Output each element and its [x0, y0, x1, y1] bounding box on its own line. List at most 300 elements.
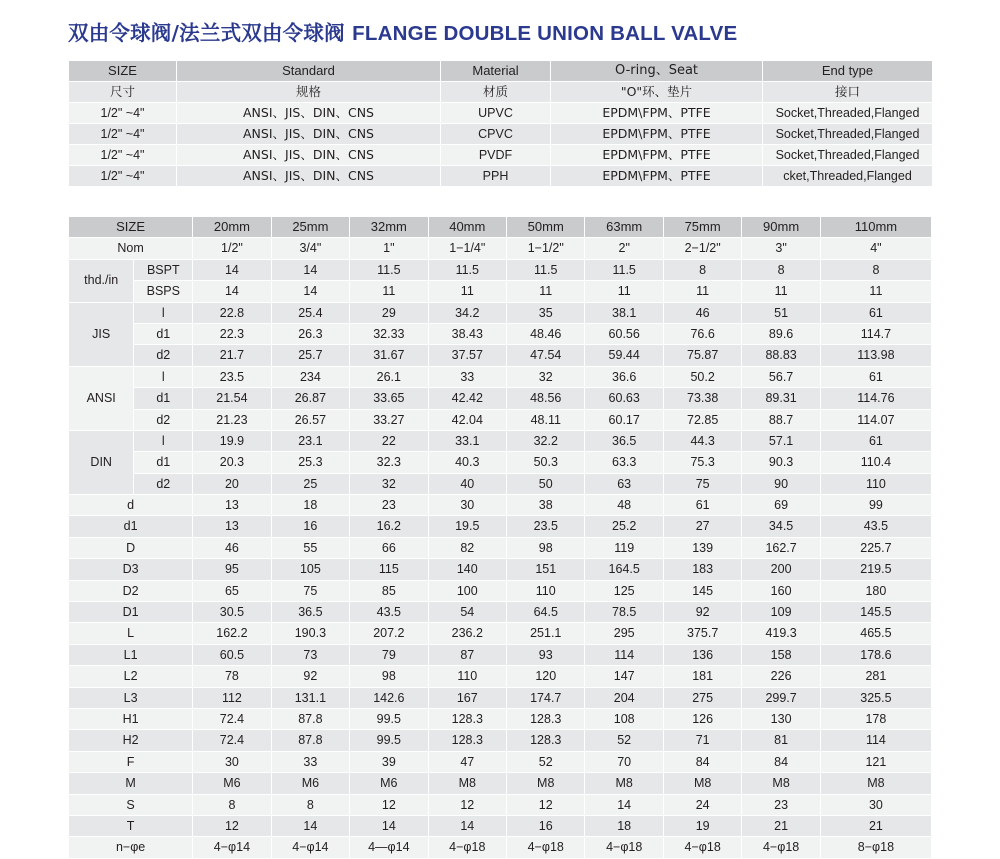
t2-cell: 32.33: [350, 323, 428, 344]
t2-cell: 3": [742, 238, 820, 259]
table-row: [69, 281, 932, 302]
t1-subheader-oring-seat: "O"环、垫片: [551, 82, 763, 103]
t2-cell: 16: [271, 516, 349, 537]
t2-cell: 12: [507, 794, 585, 815]
t2-header-col-1: 20mm: [193, 217, 271, 238]
t2-row-label: L3: [69, 687, 193, 708]
t2-header-col-5: 50mm: [507, 217, 585, 238]
t1-r3-oring: EPDM\FPM、PTFE: [551, 166, 763, 187]
t2-cell: 33: [428, 366, 506, 387]
t2-cell: 72.4: [193, 730, 271, 751]
t2-cell: 22.3: [193, 323, 271, 344]
t2-cell: 1/2": [193, 238, 271, 259]
t2-row-label: d: [69, 495, 193, 516]
t2-cell: 167: [428, 687, 506, 708]
t2-cell: 234: [271, 366, 349, 387]
t2-cell: 34.2: [428, 302, 506, 323]
t2-cell: 72.85: [663, 409, 741, 430]
t2-cell: M8: [663, 773, 741, 794]
t2-cell: M8: [428, 773, 506, 794]
t2-row-label: L2: [69, 666, 193, 687]
t2-cell: 48: [585, 495, 663, 516]
t2-cell: 89.6: [742, 323, 820, 344]
t2-cell: 23: [742, 794, 820, 815]
t2-cell: 14: [585, 794, 663, 815]
t2-cell: 51: [742, 302, 820, 323]
t2-cell: 23.1: [271, 430, 349, 451]
table-row: [69, 537, 932, 558]
t2-cell: 142.6: [350, 687, 428, 708]
t2-cell: 275: [663, 687, 741, 708]
t1-r1-size: 1/2" ~4": [69, 124, 177, 145]
t2-row-label: n−φe: [69, 837, 193, 858]
t2-cell: 200: [742, 559, 820, 580]
t2-cell: 79: [350, 644, 428, 665]
t2-cell: 16.2: [350, 516, 428, 537]
table-row: [69, 666, 932, 687]
t2-cell: 114: [585, 644, 663, 665]
t2-cell: 190.3: [271, 623, 349, 644]
t2-cell: 140: [428, 559, 506, 580]
t2-cell: 64.5: [507, 602, 585, 623]
table-row: [69, 580, 932, 601]
table-row: [69, 238, 932, 259]
table-row: [69, 103, 933, 124]
t2-cell: 126: [663, 708, 741, 729]
page-title: [68, 16, 737, 46]
t2-cell: 128.3: [428, 730, 506, 751]
t2-cell: 8−φ18: [820, 837, 931, 858]
t2-cell: 76.6: [663, 323, 741, 344]
t2-cell: 71: [663, 730, 741, 751]
t2-cell: 75.3: [663, 452, 741, 473]
t2-cell: 75.87: [663, 345, 741, 366]
t2-cell: 226: [742, 666, 820, 687]
t2-cell: 44.3: [663, 430, 741, 451]
t2-row-label: T: [69, 815, 193, 836]
t2-row-label: F: [69, 751, 193, 772]
t2-cell: 25.2: [585, 516, 663, 537]
t2-cell: 78.5: [585, 602, 663, 623]
t2-cell: 92: [663, 602, 741, 623]
t2-row-label: l: [134, 430, 193, 451]
t2-cell: 75: [271, 580, 349, 601]
t2-cell: 11.5: [507, 259, 585, 280]
t2-cell: 14: [271, 259, 349, 280]
t2-cell: 84: [663, 751, 741, 772]
table-row-header: [69, 217, 932, 238]
t2-row-label: BSPT: [134, 259, 193, 280]
table-row: [69, 473, 932, 494]
t1-header-material: Material: [441, 61, 551, 82]
t1-r0-oring: EPDM\FPM、PTFE: [551, 103, 763, 124]
t2-cell: 81: [742, 730, 820, 751]
t2-cell: 236.2: [428, 623, 506, 644]
t1-r0-endtype: Socket,Threaded,Flanged: [763, 103, 933, 124]
t2-cell: 178.6: [820, 644, 931, 665]
t2-row-label: D2: [69, 580, 193, 601]
t2-cell: 40: [428, 473, 506, 494]
t2-cell: 136: [663, 644, 741, 665]
t2-cell: 59.44: [585, 345, 663, 366]
t1-r2-standard: ANSI、JIS、DIN、CNS: [177, 145, 441, 166]
t2-cell: 26.57: [271, 409, 349, 430]
t2-cell: 16: [507, 815, 585, 836]
t2-cell: 119: [585, 537, 663, 558]
t2-cell: 11.5: [350, 259, 428, 280]
t2-group-din: DIN: [69, 430, 134, 494]
t2-cell: 63.3: [585, 452, 663, 473]
table-row: [69, 430, 932, 451]
t2-cell: 47.54: [507, 345, 585, 366]
t2-cell: 145: [663, 580, 741, 601]
t2-cell: 281: [820, 666, 931, 687]
t2-cell: 225.7: [820, 537, 931, 558]
t2-cell: 25.3: [271, 452, 349, 473]
t2-group-thdin: thd./in: [69, 259, 134, 302]
t2-cell: 66: [350, 537, 428, 558]
t2-cell: M6: [193, 773, 271, 794]
t2-cell: 32: [350, 473, 428, 494]
t2-cell: 4−φ14: [193, 837, 271, 858]
t2-cell: 299.7: [742, 687, 820, 708]
t2-row-label: H2: [69, 730, 193, 751]
table-row: [69, 259, 932, 280]
t2-cell: 48.46: [507, 323, 585, 344]
t2-cell: 110.4: [820, 452, 931, 473]
t2-row-label: l: [134, 302, 193, 323]
t2-row-label: d1: [134, 452, 193, 473]
t2-cell: 47: [428, 751, 506, 772]
t2-cell: 36.5: [585, 430, 663, 451]
t1-r0-material: UPVC: [441, 103, 551, 124]
t2-cell: 73.38: [663, 388, 741, 409]
t2-cell: 26.87: [271, 388, 349, 409]
table-row: [69, 837, 932, 858]
t2-row-label: D: [69, 537, 193, 558]
t2-cell: 48.11: [507, 409, 585, 430]
t2-cell: 204: [585, 687, 663, 708]
t2-cell: 20: [193, 473, 271, 494]
t2-cell: 14: [271, 815, 349, 836]
t2-cell: 112: [193, 687, 271, 708]
t2-cell: 33.1: [428, 430, 506, 451]
t2-cell: 29: [350, 302, 428, 323]
t2-cell: 33: [271, 751, 349, 772]
t2-cell: 158: [742, 644, 820, 665]
table-row: [69, 602, 932, 623]
t2-cell: 52: [585, 730, 663, 751]
table-row: [69, 559, 932, 580]
t2-cell: 46: [193, 537, 271, 558]
t2-cell: 11: [663, 281, 741, 302]
page-title-english: FLANGE DOUBLE UNION BALL VALVE: [352, 22, 738, 45]
t2-cell: 120: [507, 666, 585, 687]
t2-cell: 99.5: [350, 708, 428, 729]
t2-cell: 110: [820, 473, 931, 494]
t2-cell: 87.8: [271, 708, 349, 729]
t2-cell: 14: [428, 815, 506, 836]
t2-cell: 1−1/2": [507, 238, 585, 259]
t2-cell: 38.43: [428, 323, 506, 344]
t2-row-label: D3: [69, 559, 193, 580]
t2-cell: 128.3: [507, 730, 585, 751]
t2-cell: 219.5: [820, 559, 931, 580]
t2-cell: 32.2: [507, 430, 585, 451]
t2-cell: 375.7: [663, 623, 741, 644]
t2-group-jis: JIS: [69, 302, 134, 366]
t1-subheader-size: 尺寸: [69, 82, 177, 103]
t2-cell: 11: [585, 281, 663, 302]
t2-cell: 325.5: [820, 687, 931, 708]
t2-cell: 8: [271, 794, 349, 815]
t2-cell: 32.3: [350, 452, 428, 473]
table-row: [69, 751, 932, 772]
t2-cell: 65: [193, 580, 271, 601]
t2-cell: 93: [507, 644, 585, 665]
t2-cell: 69: [742, 495, 820, 516]
t2-cell: 61: [820, 366, 931, 387]
t2-cell: 30: [820, 794, 931, 815]
t2-cell: 23: [350, 495, 428, 516]
t2-cell: 61: [820, 430, 931, 451]
page-title-chinese: 双由令球阀/法兰式双由令球阀: [68, 21, 353, 45]
t1-r3-size: 1/2" ~4": [69, 166, 177, 187]
t2-cell: 92: [271, 666, 349, 687]
t2-cell: 30.5: [193, 602, 271, 623]
t2-cell: 87.8: [271, 730, 349, 751]
t2-cell: 60.56: [585, 323, 663, 344]
t2-cell: 26.3: [271, 323, 349, 344]
t2-cell: 40.3: [428, 452, 506, 473]
t2-cell: 50.2: [663, 366, 741, 387]
t2-cell: 87: [428, 644, 506, 665]
t2-cell: 11: [507, 281, 585, 302]
t2-cell: 61: [663, 495, 741, 516]
t2-cell: 25: [271, 473, 349, 494]
t2-cell: 207.2: [350, 623, 428, 644]
t1-r1-endtype: Socket,Threaded,Flanged: [763, 124, 933, 145]
t1-r2-size: 1/2" ~4": [69, 145, 177, 166]
t2-cell: 3/4": [271, 238, 349, 259]
t2-cell: 12: [428, 794, 506, 815]
t2-cell: 88.7: [742, 409, 820, 430]
t2-cell: 99: [820, 495, 931, 516]
t2-cell: 20.3: [193, 452, 271, 473]
t2-row-label: L: [69, 623, 193, 644]
table-row: [69, 124, 933, 145]
t2-cell: 8: [742, 259, 820, 280]
t2-row-label: d2: [134, 345, 193, 366]
t2-cell: 98: [350, 666, 428, 687]
table-row: [69, 708, 932, 729]
t2-cell: 90.3: [742, 452, 820, 473]
t2-cell: 22.8: [193, 302, 271, 323]
t2-cell: 23.5: [507, 516, 585, 537]
t2-cell: 8: [193, 794, 271, 815]
t2-cell: 34.5: [742, 516, 820, 537]
t2-cell: 4−φ14: [271, 837, 349, 858]
t1-header-size: SIZE: [69, 61, 177, 82]
t2-cell: 4": [820, 238, 931, 259]
t2-cell: 14: [350, 815, 428, 836]
t2-cell: 32: [507, 366, 585, 387]
table-row: [69, 623, 932, 644]
t2-cell: M6: [350, 773, 428, 794]
table-row: [69, 773, 932, 794]
t1-r0-standard: ANSI、JIS、DIN、CNS: [177, 103, 441, 124]
t2-cell: 2−1/2": [663, 238, 741, 259]
t2-cell: 50: [507, 473, 585, 494]
t1-subheader-standard: 规格: [177, 82, 441, 103]
t2-cell: 121: [820, 751, 931, 772]
t2-header-col-4: 40mm: [428, 217, 506, 238]
t2-cell: M8: [820, 773, 931, 794]
t2-cell: 11: [350, 281, 428, 302]
t2-cell: 100: [428, 580, 506, 601]
table-row: [69, 495, 932, 516]
t2-row-label: D1: [69, 602, 193, 623]
t2-cell: 14: [193, 281, 271, 302]
t2-cell: 11.5: [428, 259, 506, 280]
t2-cell: 72.4: [193, 708, 271, 729]
table-row: [69, 166, 933, 187]
t1-header-oring-seat: O-ring、Seat: [551, 61, 763, 82]
dimensions-table: [68, 216, 932, 859]
t2-cell: 70: [585, 751, 663, 772]
t2-cell: 22: [350, 430, 428, 451]
t2-cell: M8: [742, 773, 820, 794]
t2-row-label: M: [69, 773, 193, 794]
t2-cell: 11: [428, 281, 506, 302]
t2-cell: 164.5: [585, 559, 663, 580]
t2-cell: 130: [742, 708, 820, 729]
t2-cell: 21: [742, 815, 820, 836]
t2-cell: 89.31: [742, 388, 820, 409]
t2-cell: 114.76: [820, 388, 931, 409]
t2-cell: 63: [585, 473, 663, 494]
t2-cell: M8: [507, 773, 585, 794]
t1-r3-standard: ANSI、JIS、DIN、CNS: [177, 166, 441, 187]
table-row: [69, 302, 932, 323]
t2-header-col-3: 32mm: [350, 217, 428, 238]
t2-cell: 54: [428, 602, 506, 623]
t2-cell: 24: [663, 794, 741, 815]
table-row: [69, 323, 932, 344]
t2-cell: 110: [507, 580, 585, 601]
t2-cell: 13: [193, 516, 271, 537]
t2-cell: 84: [742, 751, 820, 772]
t2-cell: 38: [507, 495, 585, 516]
t2-cell: 4−φ18: [663, 837, 741, 858]
t2-cell: 174.7: [507, 687, 585, 708]
t2-cell: 11.5: [585, 259, 663, 280]
t2-cell: 178: [820, 708, 931, 729]
t2-cell: 88.83: [742, 345, 820, 366]
specification-table: [68, 60, 933, 187]
t2-cell: 1": [350, 238, 428, 259]
t1-r3-material: PPH: [441, 166, 551, 187]
t2-cell: 145.5: [820, 602, 931, 623]
t2-cell: 57.1: [742, 430, 820, 451]
t2-cell: 108: [585, 708, 663, 729]
t2-cell: 180: [820, 580, 931, 601]
t2-cell: 114: [820, 730, 931, 751]
t2-cell: 14: [193, 259, 271, 280]
t2-cell: M8: [585, 773, 663, 794]
t2-cell: 139: [663, 537, 741, 558]
t1-r1-standard: ANSI、JIS、DIN、CNS: [177, 124, 441, 145]
t2-cell: 73: [271, 644, 349, 665]
t2-cell: 43.5: [820, 516, 931, 537]
t2-cell: 114.07: [820, 409, 931, 430]
t2-cell: 36.6: [585, 366, 663, 387]
t2-row-label: l: [134, 366, 193, 387]
t1-subheader-endtype: 接口: [763, 82, 933, 103]
t2-cell: 98: [507, 537, 585, 558]
t2-cell: 23.5: [193, 366, 271, 387]
t2-cell: 4−φ18: [507, 837, 585, 858]
t2-cell: 12: [350, 794, 428, 815]
t1-r1-oring: EPDM\FPM、PTFE: [551, 124, 763, 145]
t2-cell: 128.3: [507, 708, 585, 729]
t2-cell: 162.7: [742, 537, 820, 558]
t2-cell: 78: [193, 666, 271, 687]
t2-cell: 25.4: [271, 302, 349, 323]
t2-cell: 75: [663, 473, 741, 494]
table-row: [69, 516, 932, 537]
t2-cell: 52: [507, 751, 585, 772]
t2-cell: 151: [507, 559, 585, 580]
t2-cell: 19.9: [193, 430, 271, 451]
t2-cell: 12: [193, 815, 271, 836]
t2-cell: 31.67: [350, 345, 428, 366]
t1-subheader-material: 材质: [441, 82, 551, 103]
table-row: [69, 687, 932, 708]
t2-cell: 21.7: [193, 345, 271, 366]
t2-cell: 1−1/4": [428, 238, 506, 259]
t2-cell: 109: [742, 602, 820, 623]
t2-cell: 465.5: [820, 623, 931, 644]
t2-cell: 4−φ18: [585, 837, 663, 858]
t2-cell: 61: [820, 302, 931, 323]
t2-cell: 30: [193, 751, 271, 772]
table-row: [69, 644, 932, 665]
t2-cell: 251.1: [507, 623, 585, 644]
t2-row-label: BSPS: [134, 281, 193, 302]
t2-cell: 21.23: [193, 409, 271, 430]
t2-cell: 110: [428, 666, 506, 687]
t2-cell: 114.7: [820, 323, 931, 344]
t2-cell: 115: [350, 559, 428, 580]
t2-header-col-7: 75mm: [663, 217, 741, 238]
t2-cell: 160: [742, 580, 820, 601]
t2-cell: 82: [428, 537, 506, 558]
table-row: [69, 366, 932, 387]
t2-cell: 18: [271, 495, 349, 516]
t1-r3-endtype: cket,Threaded,Flanged: [763, 166, 933, 187]
t2-cell: 8: [820, 259, 931, 280]
table-row: [69, 794, 932, 815]
t2-header-col-8: 90mm: [742, 217, 820, 238]
t2-cell: 42.42: [428, 388, 506, 409]
t2-cell: 19.5: [428, 516, 506, 537]
t2-cell: 30: [428, 495, 506, 516]
table-row-header-en: [69, 61, 933, 82]
t2-cell: 147: [585, 666, 663, 687]
table-row: [69, 409, 932, 430]
t2-cell: 4—φ14: [350, 837, 428, 858]
